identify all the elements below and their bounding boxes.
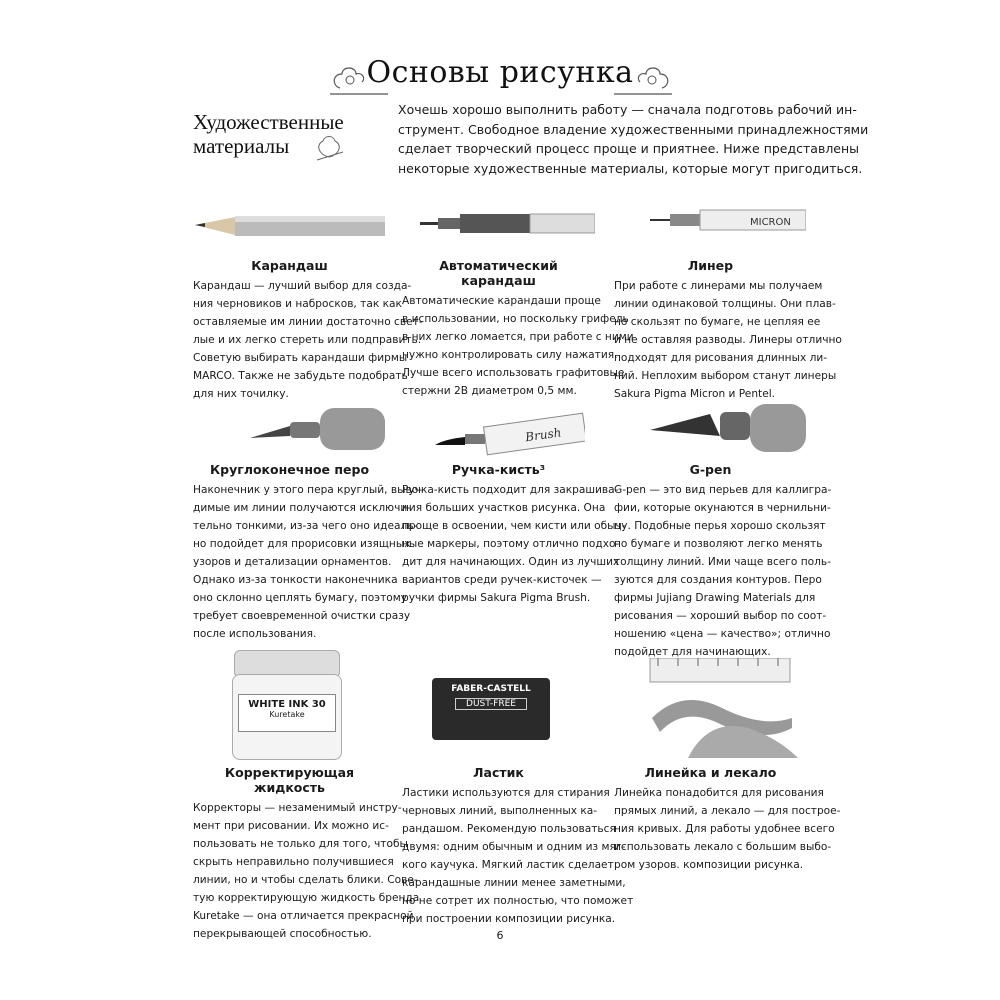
ink-label: WHITE INK 30 [248, 699, 326, 710]
text-line: Хочешь хорошо выполнить работу — сначала подготовь рабочий ин- [398, 102, 857, 117]
text-line: дит для начинающих. Один из лучших [402, 556, 620, 568]
material-description [614, 481, 832, 661]
text-line: Карандаш — лучший выбор для созда- [193, 280, 412, 292]
material-description [402, 292, 634, 400]
text-line: черновых линий, выполненных ка- [402, 805, 598, 817]
text-line: нужно контролировать силу нажатия. [402, 349, 618, 361]
text-line: G-pen — это вид перьев для каллигра- [614, 484, 832, 496]
material-title: Линер [687, 258, 734, 273]
material-description [614, 784, 841, 874]
eraser-image [432, 678, 550, 740]
text-line: Kuretake — она отличается прекрасной [193, 910, 414, 922]
liner-label: MICRON [750, 217, 791, 228]
text-line: линии, но и чтобы сделать блики. Сове- [193, 874, 418, 886]
text-line: прямых линий, а лекало — для построе- [614, 805, 841, 817]
material-card [614, 258, 842, 403]
material-card [193, 258, 423, 403]
material-description [402, 481, 626, 607]
material-title: Автоматический карандаш [439, 258, 558, 288]
mechanical-pencil-image [420, 208, 595, 238]
section-title [193, 110, 344, 158]
text-line: цу. Подобные перья хорошо скользят [614, 520, 826, 532]
text-line: димые им линии получаются исключи- [193, 502, 412, 514]
material-description [614, 277, 842, 403]
material-card [614, 462, 832, 661]
text-line: мент при рисовании. Их можно ис- [193, 820, 389, 832]
text-line: зуются для создания контуров. Перо [614, 574, 822, 586]
text-line: толщину линий. Ими чаще всего поль- [614, 556, 831, 568]
g-pen-image [650, 400, 806, 455]
text-line: скрыть неправильно получившиеся [193, 856, 394, 868]
text-line: ные маркеры, поэтому отлично подхо- [402, 538, 620, 550]
text-line: ручки фирмы Sakura Pigma Brush. [402, 592, 591, 604]
section-title-line: материалы [193, 134, 290, 158]
eraser-type: DUST-FREE [455, 698, 527, 710]
text-line: Ручка-кисть подходит для закрашива- [402, 484, 619, 496]
page-title: Основы рисунка [366, 55, 634, 90]
text-line: ний. Неплохим выбором станут линеры [614, 370, 837, 382]
text-line: Советую выбирать карандаши фирмы [193, 352, 408, 364]
text-line: требует своевременной очистки сразу [193, 610, 411, 622]
material-description [193, 481, 423, 643]
text-line: после использования. [193, 628, 317, 640]
brush-label: Brush [524, 425, 563, 445]
text-line: ношению «цена — качество»; отлично [614, 628, 831, 640]
text-line: ром узоров. композиции рисунка. [614, 859, 804, 871]
intro-paragraph [398, 100, 869, 178]
material-card [402, 765, 634, 928]
text-line: ния кривых. Для работы удобнее всего [614, 823, 835, 835]
text-line: Лучше всего использовать графитовые [402, 367, 625, 379]
material-title: Ластик [473, 765, 524, 780]
text-line: MARCO. Также не забудьте подобрать [193, 370, 408, 382]
text-line: двумя: одним обычным и одним из мяг- [402, 841, 626, 853]
section-title-line: Художественные [193, 110, 344, 134]
text-line: но подойдет для прорисовки изящных [193, 538, 411, 550]
text-line: узоров и детализации орнаментов. [193, 556, 392, 568]
material-description [193, 799, 420, 943]
material-title: G-pen [689, 462, 732, 477]
text-line: струмент. Свободное владение художественными принадлежностями [398, 121, 869, 137]
text-line: по бумаге и позволяют легко менять [614, 538, 823, 550]
text-line: тельно тонкими, из-за чего оно идеаль- [193, 520, 418, 532]
pencil-image [195, 205, 385, 245]
text-line: При работе с линерами мы получаем [614, 280, 823, 292]
text-line: Sakura Pigma Micron и Pentel. [614, 388, 776, 400]
ruler-and-curves-image [648, 658, 798, 764]
material-card [402, 258, 634, 400]
text-line: лые и их легко стереть или подправить. [193, 334, 422, 346]
text-line: подходят для рисования длинных ли- [614, 352, 828, 364]
text-line: Линейка понадобится для рисования [614, 787, 824, 799]
text-line: в использовании, но поскольку грифель [402, 313, 629, 325]
text-line: Автоматические карандаши проще [402, 295, 601, 307]
text-line: линии одинаковой толщины. Они плав- [614, 298, 836, 310]
text-line: но не сотрет их полностью, что поможет [402, 895, 634, 907]
text-line: проще в освоении, чем кисти или обыч- [402, 520, 626, 532]
text-line: для них точилку. [193, 388, 289, 400]
material-title: Карандаш [251, 258, 328, 273]
text-line: некоторые художественные материалы, которые могут пригодиться. [398, 160, 863, 176]
text-line: подойдет для начинающих. [614, 646, 771, 658]
text-line: Ластики используются для стирания [402, 787, 610, 799]
eraser-brand: FABER-CASTELL [451, 684, 531, 694]
text-line: кого каучука. Мягкий ластик сделает [402, 859, 614, 871]
material-card [193, 462, 423, 643]
text-line: карандашные линии менее заметными, [402, 877, 626, 889]
text-line: тую корректирующую жидкость бренда [193, 892, 420, 904]
text-line: пользовать не только для того, чтобы [193, 838, 408, 850]
material-title: Линейка и лекало [644, 765, 777, 780]
text-line: но скользят по бумаге, не цепляя ее [614, 316, 821, 328]
brush-pen-image [435, 410, 585, 460]
text-line: сделает творческий процесс проще и приятнее. Ниже представлены [398, 141, 860, 156]
text-line: фирмы Jujiang Drawing Materials для [614, 592, 816, 604]
material-description [193, 277, 423, 403]
material-card [193, 765, 420, 943]
material-card [614, 765, 841, 874]
text-line: Наконечник у этого пера круглый, выво- [193, 484, 423, 496]
text-line: Однако из-за тонкости наконечника [193, 574, 398, 586]
text-line: оставляемые им линии достаточно свет- [193, 316, 423, 328]
text-line: ния черновиков и набросков, так как [193, 298, 402, 310]
text-line: рисования — хороший выбор по соот- [614, 610, 827, 622]
correction-fluid-image [232, 650, 342, 760]
material-title: Корректирующая жидкость [224, 765, 355, 795]
text-line: использовать лекало с большим выбо- [614, 841, 832, 853]
material-title: Ручка-кисть³ [451, 462, 546, 477]
material-description [402, 784, 634, 928]
text-line: в них легко ломается, при работе с ними [402, 331, 634, 343]
text-line: стержни 2B диаметром 0,5 мм. [402, 385, 577, 397]
text-line: Корректоры — незаменимый инстру- [193, 802, 402, 814]
flower-icon [311, 132, 347, 162]
liner-image [650, 205, 806, 235]
round-pen-image [250, 400, 385, 450]
text-line: вариантов среди ручек-кисточек — [402, 574, 602, 586]
text-line: ния больших участков рисунка. Она [402, 502, 606, 514]
material-card [402, 462, 626, 607]
text-line: рандашом. Рекомендую пользоваться [402, 823, 616, 835]
text-line: и не оставляя разводы. Линеры отлично [614, 334, 842, 346]
ink-brand: Kuretake [269, 710, 305, 719]
text-line: оно склонно цеплять бумагу, поэтому [193, 592, 408, 604]
page-number: 6 [496, 929, 504, 942]
text-line: при построении композиции рисунка. [402, 913, 616, 925]
material-title: Круглоконечное перо [209, 462, 370, 477]
text-line: перекрывающей способностью. [193, 928, 372, 940]
text-line: фии, которые окунаются в чернильни- [614, 502, 831, 514]
